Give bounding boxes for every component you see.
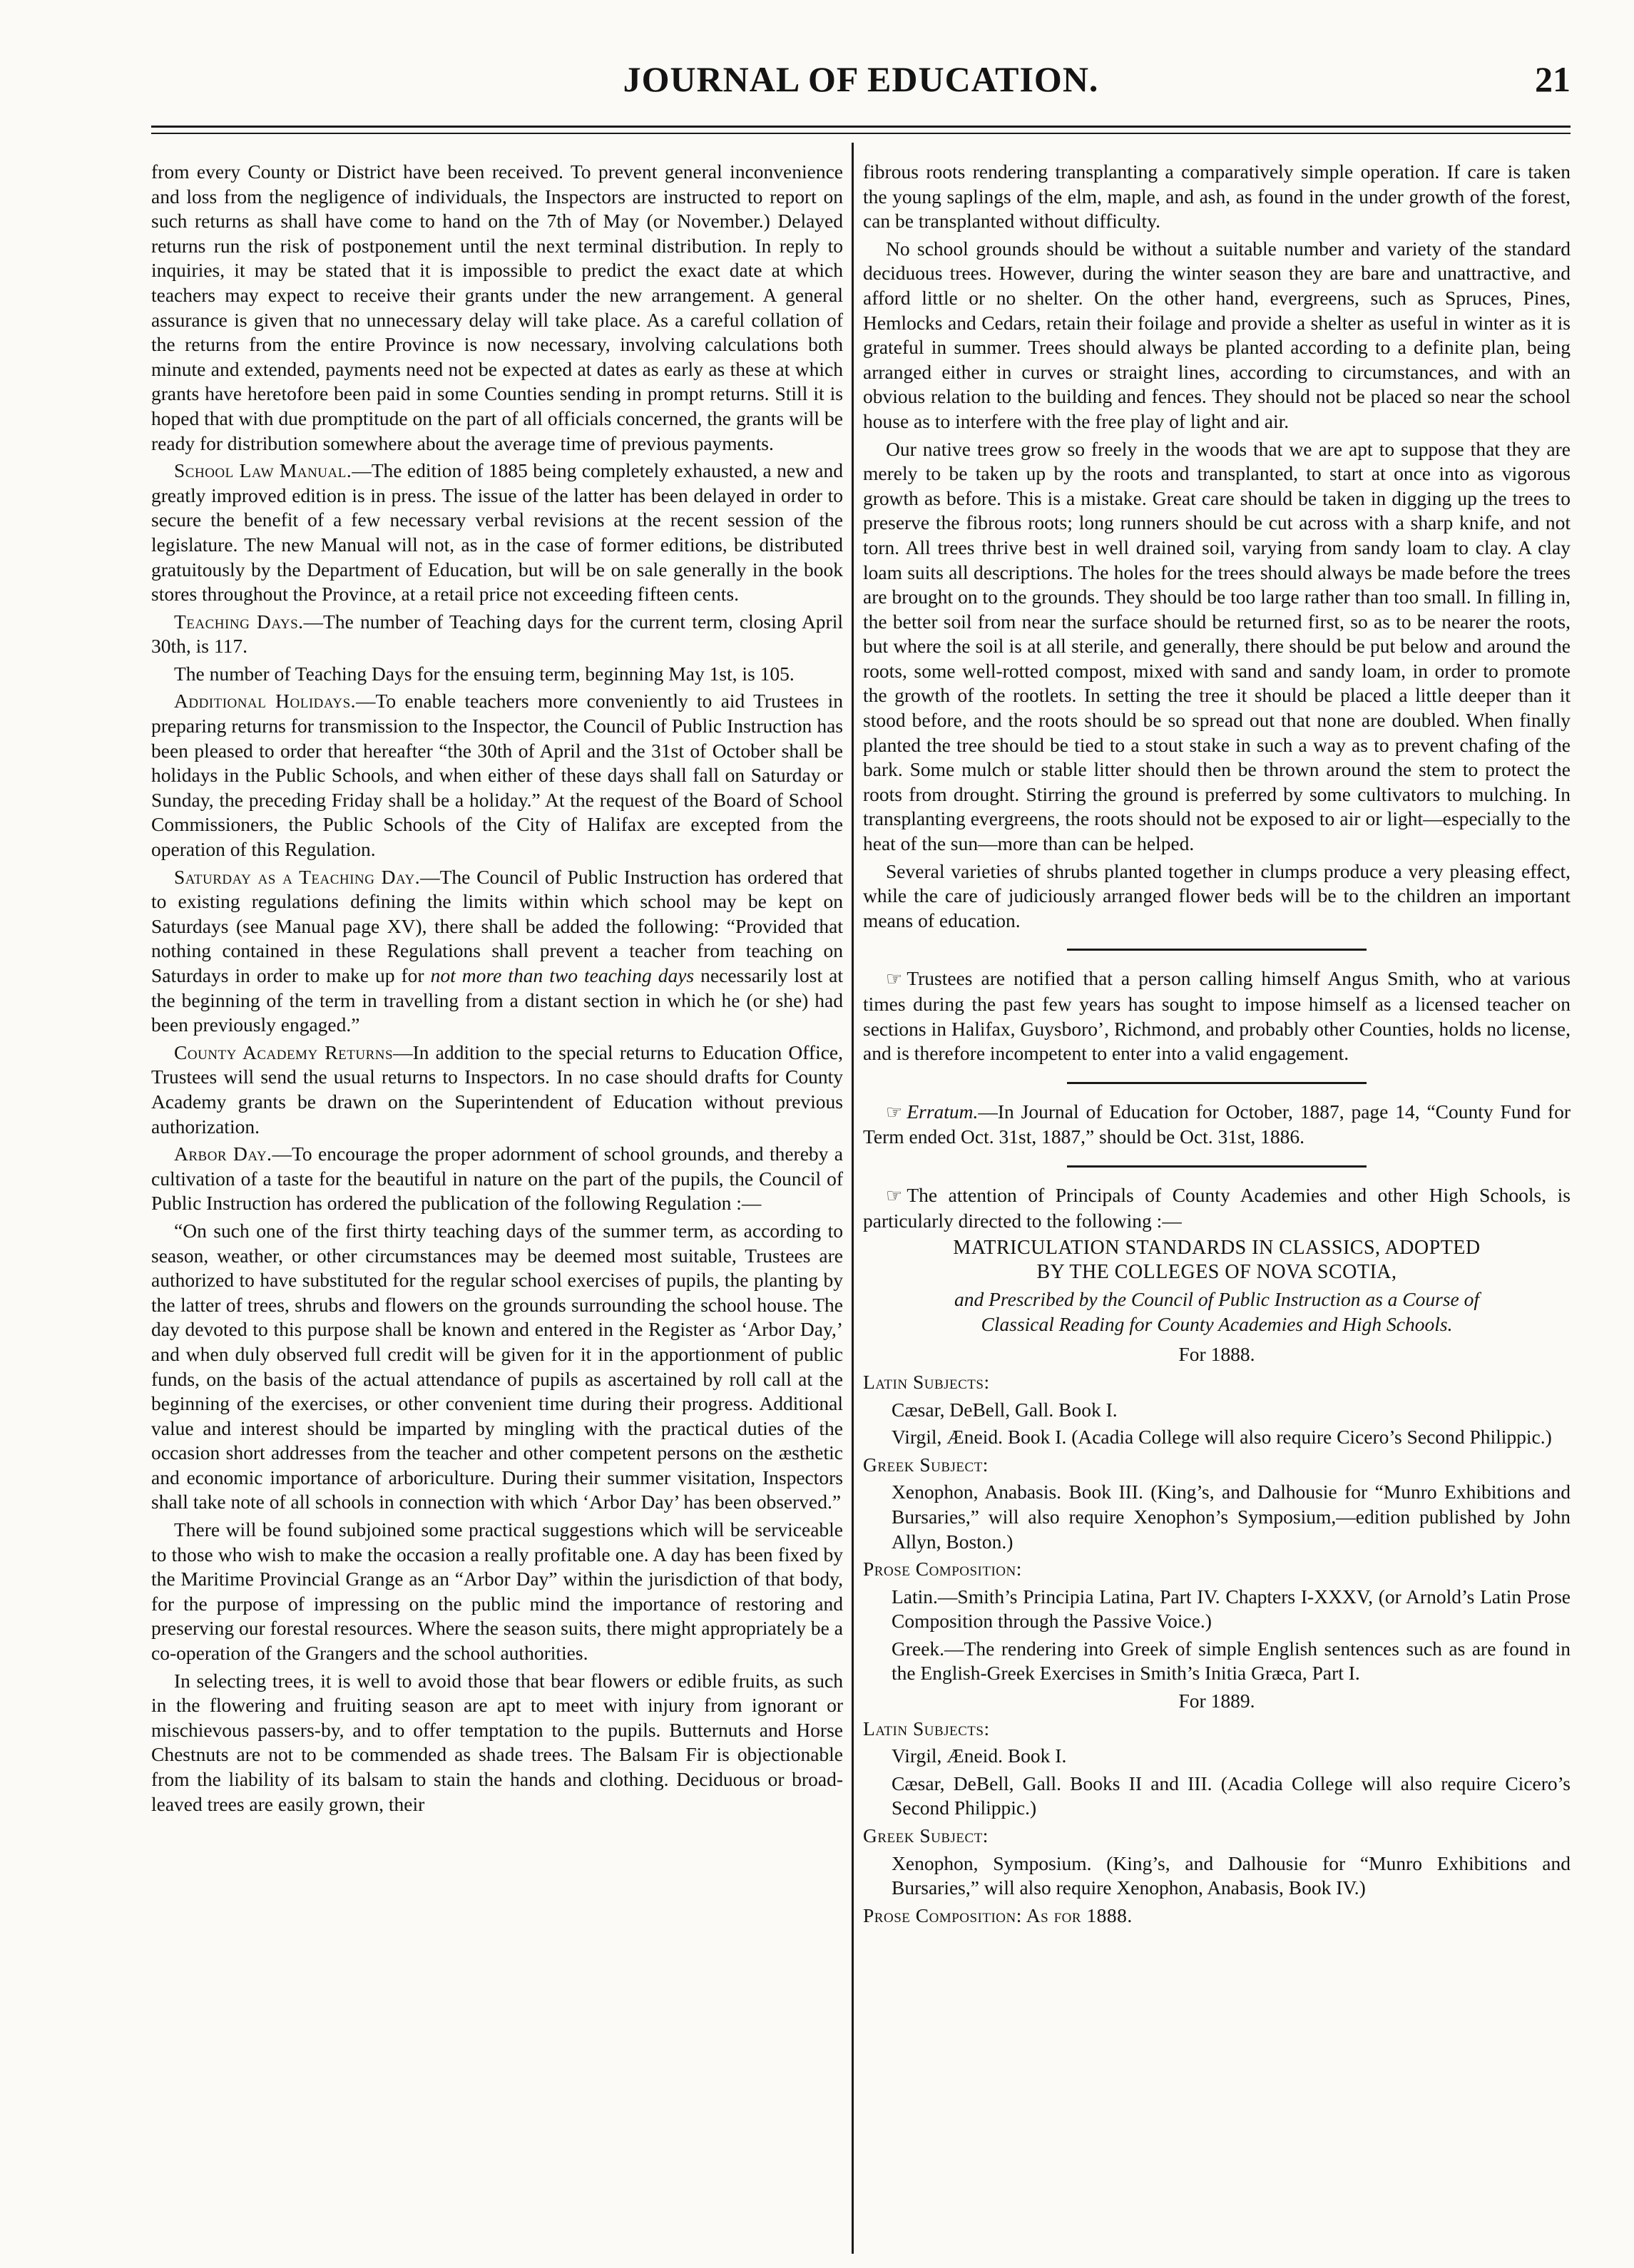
erratum-notice (863, 1100, 1571, 1150)
prose-composition-1889-label: Prose Composition: (863, 1904, 1022, 1926)
saturday-teaching-emphasis: not more than two teaching days (430, 964, 695, 986)
matriculation-heading-line-2: BY THE COLLEGES OF NOVA SCOTIA, (1036, 1261, 1397, 1284)
section-divider (1067, 1082, 1367, 1084)
school-law-manual-heading: School Law Manual. (174, 459, 352, 482)
county-academy-returns-heading: County Academy Returns (174, 1041, 394, 1063)
greek-1888-xenophon: Xenophon, Anabasis. Book III. (King’s, and Dalhousie for “Munro Exhibitions and Bursaries,” will also require Xenophon’s Symposium,—edition published by John Allyn, Boston.) (892, 1481, 1571, 1553)
pointing-hand-icon: ☞ (886, 969, 903, 990)
selecting-trees-paragraph: In selecting trees, it is well to avoid those that bear flowers or edible fruits, as such in the flowering and fruiting season are apt to meet with injury from ignorant or mischievous passers-by, and to offer temptation to the pupils. Butternuts and Horse Chestnuts are not to be commended as shade trees. The Balsam Fir is objectionable from the liability of its balsam to stain the hands and clothing. Deciduous or broad-leaved trees are easily grown, their (151, 1669, 843, 1815)
greek-subject-1888-label: Greek Subject: (863, 1453, 989, 1476)
arbor-day-paragraph (151, 1142, 843, 1216)
teaching-days-paragraph (151, 610, 843, 659)
prose-composition-1889-value: As for 1888. (1026, 1904, 1133, 1926)
section-divider (1067, 1165, 1367, 1168)
fibrous-roots-paragraph: fibrous roots rendering transplanting a comparatively simple operation. If care is taken the young saplings of the elm, maple, and ash, as found in the under growth of the forest, can be transplanted without difficulty. (863, 160, 1571, 233)
teaching-days-text: —The number of Teaching days for the current term, closing April 30th, is 117. (151, 610, 843, 658)
saturday-teaching-heading: Saturday as a Teaching Day. (174, 865, 421, 888)
header-rule-bottom (151, 133, 1571, 134)
teaching-days-heading: Teaching Days. (174, 610, 304, 633)
latin-subjects-1889-label: Latin Subjects: (863, 1717, 990, 1740)
county-academy-returns-paragraph (151, 1041, 843, 1139)
header-rule-top (151, 126, 1571, 128)
year-1888-heading: For 1888. (1178, 1343, 1255, 1366)
pointing-hand-icon: ☞ (886, 1185, 903, 1206)
column-divider (852, 143, 854, 2254)
pointing-hand-icon: ☞ (886, 1101, 903, 1123)
county-academy-returns-text: —In addition to the special returns to Education Office, Trustees will send the usual returns to Inspectors. In no case should drafts for County Academy grants be drawn on the Superintendent of Education without previous authorization. (151, 1041, 843, 1138)
saturday-teaching-paragraph (151, 865, 843, 1038)
prose-1888-latin: Latin.—Smith’s Principia Latina, Part IV. Chapters I-XXXV, (or Arnold’s Latin Prose Composition through the Passive Voice.) (892, 1585, 1571, 1633)
returns-paragraph: from every County or District have been received. To prevent general inconvenience and loss from the negligence of individuals, the Inspectors are instructed to report on such returns as shall have come to hand on the 7th of May (or November.) Delayed returns run the risk of postponement until the next terminal distribution. In reply to inquiries, it may be stated that it is impossible to predict the exact date at which teachers may expect to receive their grants under the new arrangement. A general assurance is given that no unnecessary delay will take place. As a careful collation of the returns from the entire Province is now necessary, involving calculations both minute and extended, payments need not be expected at dates as early as these at which grants have heretofore been paid in some Counties sending in prompt returns. Still it is hoped that with due promptitude on the part of all officials concerned, the grants will be ready for distribution somewhere about the average time of previous payments. (151, 160, 843, 454)
matriculation-heading (863, 1236, 1571, 1284)
additional-holidays-paragraph (151, 689, 843, 862)
additional-holidays-heading: Additional Holidays. (174, 690, 357, 712)
greek-subject-1889-label: Greek Subject: (863, 1824, 989, 1847)
latin-1888-caesar: Cæsar, DeBell, Gall. Book I. (892, 1398, 1118, 1421)
section-divider (1067, 949, 1367, 951)
greek-1889-xenophon: Xenophon, Symposium. (King’s, and Dalhousie for “Munro Exhibitions and Bursaries,” will also require Xenophon, Anabasis, Book IV.) (892, 1851, 1571, 1899)
shrubs-paragraph: Several varieties of shrubs planted together in clumps produce a very pleasing effect, while the care of judiciously arranged flower beds will be to the children an important means of education. (863, 859, 1571, 931)
prose-1888-greek: Greek.—The rendering into Greek of simple English sentences such as are found in the English-Greek Exercises in Smith’s Initia Græca, Part I. (892, 1637, 1571, 1685)
page-header (151, 58, 1571, 108)
native-trees-paragraph: Our native trees grow so freely in the woods that we are apt to suppose that they are merely to be taken up by the roots and transplanted, to start at once into as vigorous growth as before. This is a mistake. Great care should be taken in digging up the trees to preserve the fibrous roots; long runners should be cut across with a sharp knife, and not torn. All trees thrive best in well drained soil, varying from sandy loam to clay. A clay loam suits all descriptions. The holes for the trees should always be made before the trees are brought on to the grounds. They should be too large rather than too small. In filling in, the better soil from near the surface should be returned first, so as to be nearer the roots, but where the soil is at all sterile, and generally, there should be put below and around the roots, some well-rotted compost, mixed with sand and sandy loam, in order to promote the growth of the rootlets. In setting the tree it should be placed a little deeper than it stood before, and the roots should be so spread out that none are doubled. When finally planted the tree should be tied to a stout stake in such a way as to prevent chafing of the bark. Some mulch or stable litter should then be thrown around the stem to protect the roots from drought. Stirring the ground is preferred by some cultivators to mulching. In transplanting evergreens, the roots should not be exposed to air or light—especially to the heat of the sun—more than can be helped. (863, 437, 1571, 855)
latin-1888-virgil: Virgil, Æneid. Book I. (Acadia College will also require Cicero’s Second Philippic.) (892, 1426, 1552, 1449)
right-column (863, 160, 1571, 1931)
school-law-manual-text: —The edition of 1885 being completely exhausted, a new and greatly improved edition is in press. The issue of the latter has been delayed in order to secure the benefit of a few necessary verbal revisions at the recent session of the legislature. The new Manual will not, as in the case of former editions, be distributed gratuitously by the Department of Education, but will be on sale generally in the book stores throughout the Province, at a retail price not exceeding fifteen cents. (151, 459, 843, 606)
attention-notice (863, 1183, 1571, 1233)
school-law-manual-paragraph (151, 459, 843, 607)
additional-holidays-text: —To enable teachers more conveniently to aid Trustees in preparing returns for transmission to the Inspector, the Council of Public Instruction has been pleased to order that hereafter “the 30th of April and the 31st of October shall be holidays in the Public Schools, and when either of these days shall fall on Saturday or Sunday, the preceding Friday shall be a holiday.” At the request of the Board of School Commissioners, the Public Schools of the City of Halifax are excepted from the operation of this Regulation. (151, 690, 843, 861)
latin-1889-virgil: Virgil, Æneid. Book I. (892, 1745, 1067, 1767)
prose-composition-1888-label: Prose Composition: (863, 1558, 1022, 1580)
matriculation-subheading (863, 1287, 1571, 1337)
left-column (151, 160, 843, 1819)
page-number: 21 (1535, 59, 1571, 99)
arbor-day-regulation: “On such one of the first thirty teaching days of the summer term, as according to season, weather, or other circumstances may be deemed most suitable, Trustees are authorized to have substituted for the regular school exercises of pupils, the planting by the latter of trees, shrubs and flowers on the grounds surrounding the school house. The day devoted to this purpose shall be known and entered in the Register as ‘Arbor Day,’ and when duly observed full credit will be given for it in the apportionment of public funds, on the basis of the actual attendance of pupils as ascertained by roll call at the beginning of the exercises, or other convenient time during their progress. Additional value and interest should be imparted by mingling with the practical duties of the occasion short addresses from the teacher and other competent persons on the æsthetic and economic importance of arboriculture. During their summer visitation, Inspectors shall take note of all schools in connection with which ‘Arbor Day’ has been observed.” (151, 1219, 843, 1513)
journal-title: JOURNAL OF EDUCATION. (623, 59, 1099, 99)
latin-subjects-1888-label: Latin Subjects: (863, 1370, 990, 1393)
teaching-days-next-term: The number of Teaching Days for the ensuing term, beginning May 1st, is 105. (174, 662, 795, 685)
prose-composition-1889 (863, 1904, 1571, 1929)
arbor-day-text: —To encourage the proper adornment of school grounds, and thereby a cultivation of a taste for the beautiful in nature on the part of the pupils, the Council of Public Instruction has ordered the publication of the following Regulation :— (151, 1143, 843, 1215)
saturday-teaching-text-end: necessarily lost at the beginning of the term in travelling from a distant section in which he (or she) had been previously engaged.” (151, 964, 843, 1036)
matriculation-subheading-line-2: Classical Reading for County Academies and High Schools. (981, 1312, 1453, 1335)
trustees-notice-text: Trustees are notified that a person calling himself Angus Smith, who at various times during the past few years has sought to impose himself as a licensed teacher on sections in Halifax, Guysboro’, Richmond, and probably other Counties, holds no license, and is therefore incompetent to enter into a valid engagement. (863, 967, 1571, 1065)
year-1889-heading: For 1889. (1178, 1690, 1255, 1712)
latin-1889-caesar: Cæsar, DeBell, Gall. Books II and III. (Acadia College will also require Cicero’s Second Philippic.) (892, 1772, 1571, 1819)
matriculation-subheading-line-1: and Prescribed by the Council of Public Instruction as a Course of (954, 1288, 1480, 1311)
erratum-label: Erratum. (907, 1100, 979, 1123)
arbor-day-heading: Arbor Day. (174, 1143, 272, 1165)
erratum-text: —In Journal of Education for October, 1887, page 14, “County Fund for Term ended Oct. 31st, 1887,” should be Oct. 31st, 1886. (863, 1100, 1571, 1148)
arbor-day-suggestions: There will be found subjoined some practical suggestions which will be serviceable to those who wish to make the occasion a really profitable one. A day has been fixed by the Maritime Provincial Grange as an “Arbor Day” within the jurisdiction of that body, for the purpose of impressing on the public mind the importance of restoring and preserving our forestal resources. Where the season suits, there might appropriately be a co-operation of the Grangers and the school authorities. (151, 1518, 843, 1665)
matriculation-heading-line-1: MATRICULATION STANDARDS IN CLASSICS, ADOPTED (953, 1237, 1481, 1260)
trustees-notice (863, 966, 1571, 1066)
school-grounds-paragraph: No school grounds should be without a suitable number and variety of the standard deciduous trees. However, during the winter season they are bare and unattractive, and afford little or no shelter. On the other hand, evergreens, such as Spruces, Pines, Hemlocks and Cedars, retain their foilage and provide a shelter as useful in winter as it is grateful in summer. Trees should always be planted according to a definite plan, being arranged either in curves or straight lines, according to circumstances, and with an obvious relation to the building and fences. They should not be placed so near the school house as to interfere with the free play of light and air. (863, 237, 1571, 432)
saturday-teaching-text: —The Council of Public Instruction has ordered that to existing regulations defining the limits within which school may be kept on Saturdays (see Manual page XV), there shall be added the following: “Provided that nothing contained in these Regulations shall prevent a teacher from teaching on Saturdays in order to make up for (151, 865, 843, 986)
attention-text: The attention of Principals of County Academies and other High Schools, is particularly directed to the following :— (863, 1183, 1571, 1232)
